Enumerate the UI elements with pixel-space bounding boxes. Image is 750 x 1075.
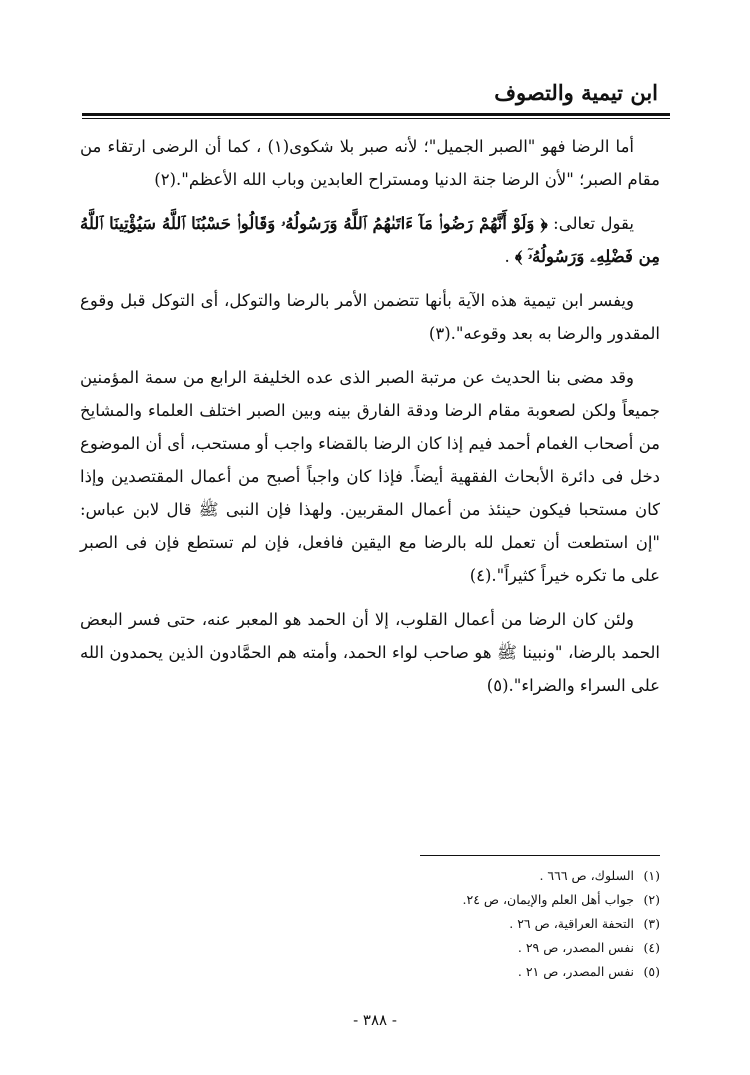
quran-verse: ﴿ وَلَوْ أَنَّهُمْ رَضُوا۟ مَآ ءَاتَىٰهُمُ ٱللَّهُ وَرَسُولُهُۥ وَقَالُوا۟ حَسْبُنَا ٱللَّهُ سَيُؤْتِينَا ٱللَّهُ مِن فَضْلِهِۦ وَرَسُولُهُۥٓ ﴾ (80, 214, 660, 266)
body-text (80, 130, 660, 713)
footnote-number: (١) (643, 868, 660, 883)
paragraph-2-quran-verse (80, 207, 660, 273)
footnote-item (80, 864, 660, 888)
footnote-item (80, 936, 660, 960)
footnote-number: (٥) (643, 964, 660, 979)
verse-end: . (504, 247, 515, 266)
footnote-text: السلوك، ص ٦٦٦ . (539, 868, 635, 883)
footnote-rule (420, 855, 660, 856)
footnote-text: نفس المصدر، ص ٢٩ . (517, 940, 635, 955)
verse-intro: يقول تعالى: (547, 214, 634, 233)
footnote-number: (٤) (643, 940, 660, 955)
footnote-text: التحفة العراقية، ص ٢٦ . (509, 916, 635, 931)
footnote-item (80, 960, 660, 984)
paragraph-3: ويفسر ابن تيمية هذه الآية بأنها تتضمن الأمر بالرضا والتوكل، أى التوكل قبل وقوع المقدور والرضا به بعد وقوعه".(٣) (80, 291, 660, 343)
paragraph-1: أما الرضا فهو "الصبر الجميل"؛ لأنه صبر بلا شكوى(١) ، كما أن الرضى ارتقاء من مقام الصبر؛ "لأن الرضا جنة الدنيا ومستراح العابدين وباب الله الأعظم".(٢) (80, 137, 660, 189)
footnote-item (80, 888, 660, 912)
page-number: - ٣٨٨ - (353, 1011, 397, 1029)
footnote-number: (٣) (643, 916, 660, 931)
footnote-number: (٢) (643, 892, 660, 907)
running-header: ابن تيمية والتصوف (494, 80, 658, 105)
header-rule-thin (82, 118, 670, 119)
footnote-text: جواب أهل العلم والإيمان، ص ٢٤. (462, 892, 635, 907)
footnote-item (80, 912, 660, 936)
footnotes (80, 864, 660, 984)
header-rule (82, 113, 670, 116)
paragraph-4: وقد مضى بنا الحديث عن مرتبة الصبر الذى عده الخليفة الرابع من سمة المؤمنين جميعاً ولكن لصعوبة مقام الرضا ودقة الفارق بينه وبين الصبر اختلف العلماء والمشايخ من أصحاب الغمام أحمد فيم إذا كان الرضا بالقضاء واجب أو مستحب، أى أن الموضوع دخل فى دائرة الأبحاث الفقهية أيضاً. فإذا كان واجباً أصبح من أعمال المقتصدين وإذا كان مستحبا فيكون حينئذ من أعمال المقربين. ولهذا فإن النبى ﷺ قال لابن عباس: "إن استطعت أن تعمل لله بالرضا مع اليقين فافعل، فإن لم تستطع فإن فى الصبر على ما تكره خيراً كثيراً".(٤) (80, 368, 660, 585)
paragraph-5: ولئن كان الرضا من أعمال القلوب، إلا أن الحمد هو المعبر عنه، حتى فسر البعض الحمد بالرضا، "ونبينا ﷺ هو صاحب لواء الحمد، وأمته هم الحمَّادون الذين يحمدون الله على السراء والضراء".(٥) (80, 610, 660, 695)
footnote-text: نفس المصدر، ص ٢١ . (517, 964, 635, 979)
